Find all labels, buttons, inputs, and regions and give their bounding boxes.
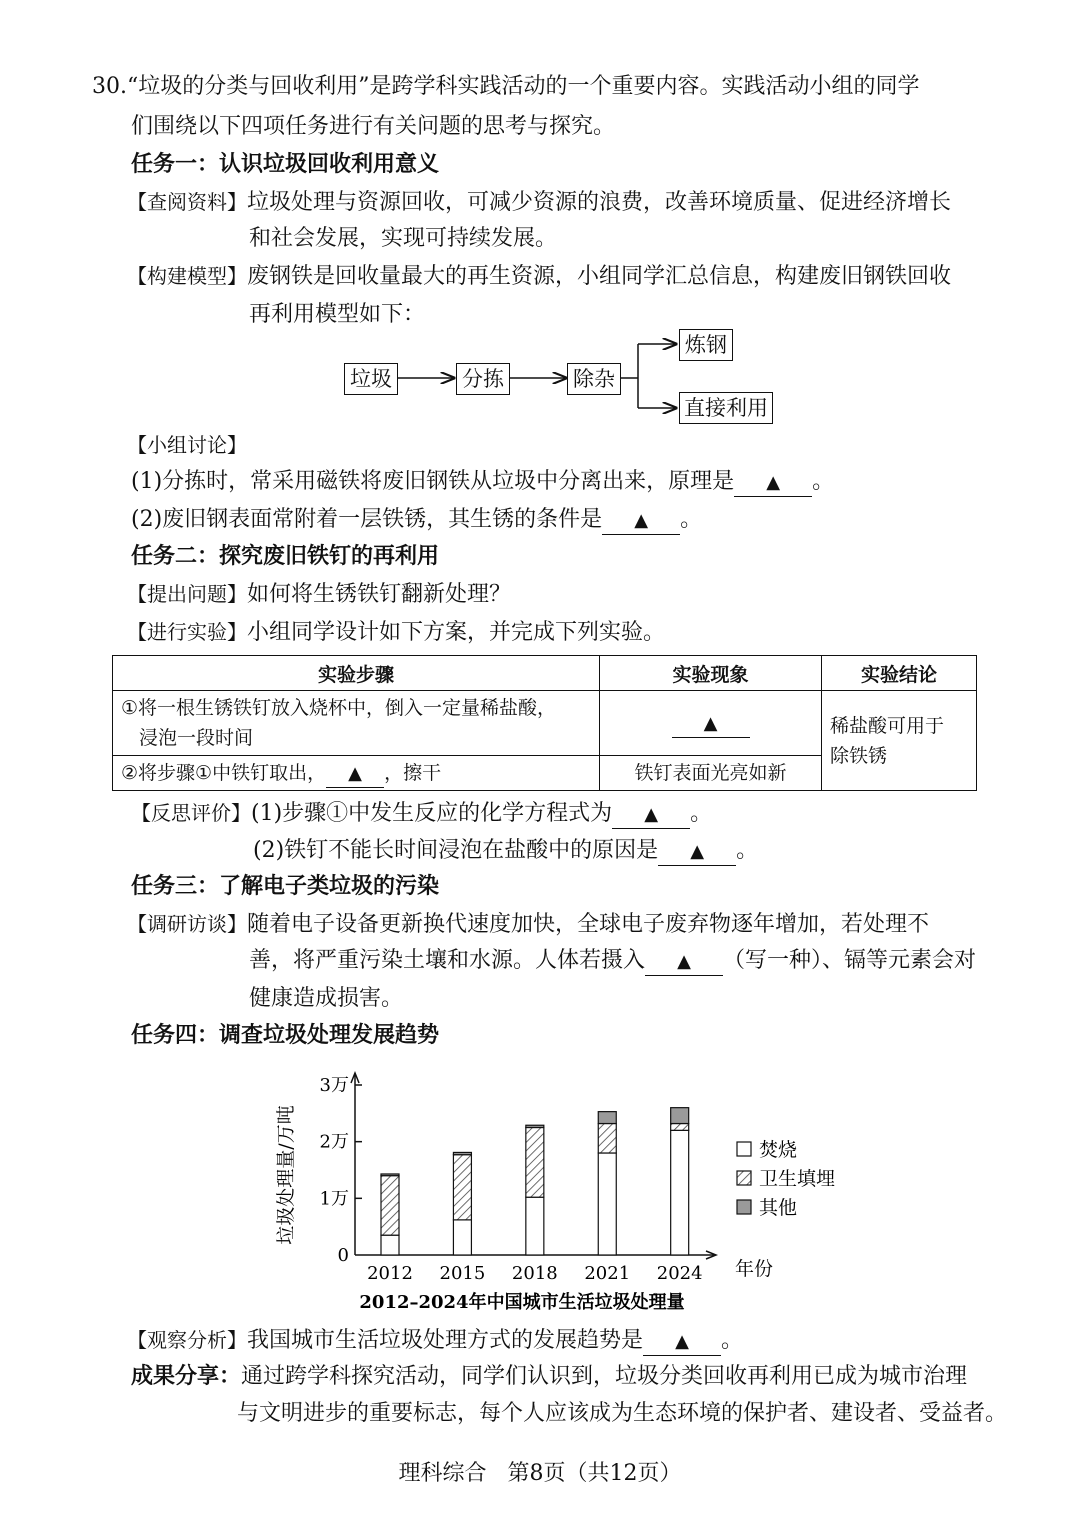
legend-swatch-gray <box>737 1200 751 1214</box>
task1-lookup-line2: 和社会发展，实现可持续发展。 <box>249 226 558 251</box>
step2-end: ，擦干 <box>384 762 442 784</box>
answer-blank-r1[interactable] <box>612 801 690 829</box>
survey-text-1: 随着电子设备更新换代速度加快，全球电子废弃物逐年增加，若处理不 <box>247 912 930 937</box>
conclusion-line1: 稀盐酸可用于 <box>830 714 945 737</box>
survey-text-2b: （写一种）、镉等元素会对 <box>723 948 977 973</box>
question-intro-line1 <box>92 72 920 102</box>
chart-title: 2012–2024年中国城市生活垃圾处理量 <box>359 1292 685 1313</box>
answer-blank-r2[interactable] <box>658 838 736 866</box>
flow-box-impurity-removal: 除杂 <box>567 363 621 395</box>
blank-marker: ▲ <box>677 951 691 972</box>
task1-q1 <box>131 467 834 497</box>
bar-white-2015 <box>453 1220 471 1255</box>
task2-experiment <box>127 617 665 648</box>
task4-share-line2: 与文明进步的重要标志，每个人应该成为生态环境的保护者、建设者、受益者。 <box>237 1401 1008 1426</box>
observe-text: 我国城市生活垃圾处理方式的发展趋势是 <box>247 1328 644 1353</box>
task2-heading: 任务二：探究废旧铁钉的再利用 <box>131 544 440 569</box>
waste-treatment-chart <box>260 1060 860 1315</box>
x-tick-label: 2012 <box>367 1263 413 1284</box>
blank-marker: ▲ <box>634 510 649 531</box>
bar-white-2021 <box>598 1153 616 1255</box>
header-conclusion: 实验结论 <box>822 656 977 691</box>
x-tick-label: 2024 <box>656 1263 703 1284</box>
phenomenon2-cell: 铁钉表面光亮如新 <box>600 756 822 791</box>
y-tick-label: 1万 <box>319 1188 349 1210</box>
x-tick-label: 2015 <box>439 1263 486 1284</box>
table-header-row <box>113 656 977 691</box>
bar-white-2024 <box>671 1130 689 1255</box>
page-footer <box>0 1456 1080 1487</box>
legend-label: 卫生填埋 <box>759 1168 836 1190</box>
task3-heading: 任务三：了解电子类垃圾的污染 <box>131 874 440 899</box>
task3-survey-line3: 健康造成损害。 <box>249 986 404 1011</box>
blank-marker: ▲ <box>766 472 781 493</box>
bar-hatched-2021 <box>598 1124 616 1153</box>
conclusion-cell <box>822 691 977 791</box>
footer-subject: 理科综合 <box>398 1461 487 1486</box>
r1-text: (1)步骤①中发生反应的化学方程式为 <box>251 801 613 826</box>
flow-box-direct-use: 直接利用 <box>679 392 773 424</box>
step1-cell <box>113 691 600 756</box>
answer-blank-element[interactable] <box>645 948 723 976</box>
share-text-1: 通过跨学科探究活动，同学们认识到，垃圾分类回收再利用已成为城市治理 <box>241 1364 968 1389</box>
r2-end: 。 <box>736 838 759 863</box>
reflect-tag: 【反思评价】 <box>131 801 251 825</box>
bar-hatched-2015 <box>453 1155 471 1220</box>
phenomenon1-cell <box>600 691 822 756</box>
task3-survey-line2 <box>249 946 976 976</box>
blank-marker: ▲ <box>644 804 659 825</box>
footer-page-number: 第8页（共12页） <box>507 1461 682 1486</box>
blank-marker: ▲ <box>675 1331 689 1352</box>
task4-observe <box>127 1325 743 1356</box>
bar-white-2012 <box>381 1235 399 1255</box>
flow-box-steelmaking: 炼钢 <box>679 329 733 361</box>
x-tick-label: 2018 <box>511 1263 558 1284</box>
conclusion-line2: 除铁锈 <box>830 744 888 767</box>
observe-tag: 【观察分析】 <box>127 1328 247 1352</box>
discussion-tag: 【小组讨论】 <box>127 433 247 457</box>
y-tick-label: 2万 <box>319 1131 349 1153</box>
flow-box-garbage: 垃圾 <box>344 363 398 395</box>
answer-blank-trend[interactable] <box>643 1328 721 1356</box>
task1-heading: 任务一：认识垃圾回收利用意义 <box>131 152 440 177</box>
survey-text-2: 善，将严重污染土壤和水源。人体若摄入 <box>249 948 646 973</box>
model-text-1: 废钢铁是回收量最大的再生资源，小组同学汇总信息，构建废旧钢铁回收 <box>247 264 952 289</box>
legend-label: 其他 <box>759 1197 798 1219</box>
lookup-tag: 【查阅资料】 <box>127 190 247 214</box>
question-number: 30. <box>92 74 127 99</box>
experiment-table <box>112 655 977 791</box>
flow-box-sorting: 分拣 <box>456 363 510 395</box>
answer-blank-q2[interactable] <box>602 507 680 535</box>
bar-white-2018 <box>526 1197 544 1255</box>
task1-model-line2: 再利用模型如下： <box>249 302 426 327</box>
question-intro-line2: 们围绕以下四项任务进行有关问题的思考与探究。 <box>131 114 616 139</box>
share-tag: 成果分享： <box>131 1364 242 1389</box>
question-tag: 【提出问题】 <box>127 582 247 606</box>
step1-line1: ①将一根生锈铁钉放入烧杯中，倒入一定量稀盐酸， <box>121 697 557 719</box>
task4-share-line1 <box>131 1362 967 1392</box>
reflect-r2 <box>253 836 758 866</box>
survey-tag: 【调研访谈】 <box>127 912 247 936</box>
q1-end: 。 <box>812 469 835 494</box>
r2-text: (2)铁钉不能长时间浸泡在盐酸中的原因是 <box>253 838 659 863</box>
q1-text: (1)分拣时，常采用磁铁将废旧钢铁从垃圾中分离出来，原理是 <box>131 469 735 494</box>
bar-hatched-2024 <box>671 1124 689 1131</box>
q2-end: 。 <box>680 507 703 532</box>
answer-blank-step2[interactable] <box>326 760 384 788</box>
intro-text-1: “垃圾的分类与回收利用”是跨学科实践活动的一个重要内容。实践活动小组的同学 <box>127 74 920 99</box>
header-phenomenon: 实验现象 <box>600 656 822 691</box>
bar-hatched-2012 <box>381 1176 399 1236</box>
step2-cell <box>113 756 600 791</box>
task3-survey-line1 <box>127 909 929 940</box>
blank-marker: ▲ <box>703 713 718 734</box>
legend-swatch-hatched <box>737 1171 751 1185</box>
model-tag: 【构建模型】 <box>127 264 247 288</box>
r1-end: 。 <box>690 801 713 826</box>
task2-question <box>127 579 511 610</box>
question-text: 如何将生锈铁钉翻新处理？ <box>247 582 512 607</box>
lookup-text-1: 垃圾处理与资源回收，可减少资源的浪费，改善环境质量、促进经济增长 <box>247 190 952 215</box>
blank-marker: ▲ <box>690 841 705 862</box>
answer-blank-phenomenon1[interactable] <box>672 710 750 738</box>
table-row <box>113 691 977 756</box>
step1-line2: 浸泡一段时间 <box>139 727 254 749</box>
answer-blank-q1[interactable] <box>734 469 812 497</box>
legend-label: 焚烧 <box>759 1139 798 1161</box>
y-tick-label: 0 <box>337 1245 349 1266</box>
legend-swatch-white <box>737 1142 751 1156</box>
y-tick-label: 3万 <box>319 1075 349 1096</box>
bar-gray-2015 <box>453 1152 471 1154</box>
bar-gray-2012 <box>381 1174 399 1176</box>
task1-q2 <box>131 505 702 535</box>
experiment-text: 小组同学设计如下方案，并完成下列实验。 <box>247 620 666 645</box>
bar-gray-2021 <box>598 1112 616 1124</box>
y-axis-label: 垃圾处理量/万吨 <box>275 1105 297 1245</box>
task1-model-line1 <box>127 261 951 292</box>
header-steps: 实验步骤 <box>113 656 600 691</box>
x-axis-label: 年份 <box>735 1258 774 1280</box>
bar-gray-2024 <box>671 1108 689 1124</box>
bar-hatched-2018 <box>526 1128 544 1198</box>
bar-gray-2018 <box>526 1125 544 1127</box>
q2-text: (2)废旧钢表面常附着一层铁锈，其生锈的条件是 <box>131 507 603 532</box>
experiment-tag: 【进行实验】 <box>127 620 247 644</box>
task1-lookup-line1 <box>127 187 951 218</box>
x-tick-label: 2021 <box>584 1263 631 1284</box>
step2-text: ②将步骤①中铁钉取出， <box>121 762 327 784</box>
task4-heading: 任务四：调查垃圾处理发展趋势 <box>131 1023 440 1048</box>
blank-marker: ▲ <box>348 763 362 784</box>
observe-end: 。 <box>721 1328 744 1353</box>
reflect-r1 <box>131 798 712 829</box>
